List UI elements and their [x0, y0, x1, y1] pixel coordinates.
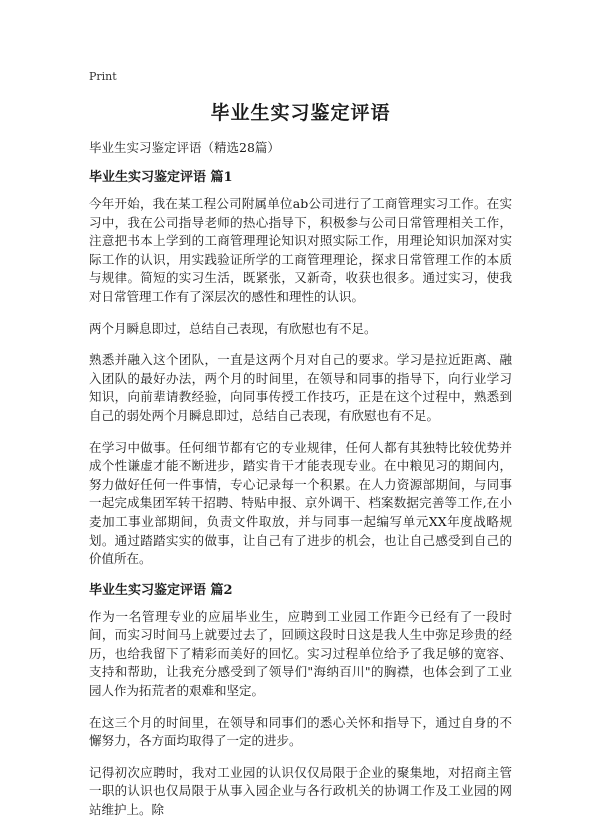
page-title: 毕业生实习鉴定评语 — [210, 102, 391, 124]
section-heading: 毕业生实习鉴定评语 篇1 — [89, 170, 233, 185]
paragraph: 记得初次应聘时，我对工业园的认识仅仅局限于企业的聚集地，对招商主管一职的认识也仅局限于从事入园企业与各行政机关的协调工作及工业园的网站维护上。除 — [89, 764, 512, 818]
document-subtitle: 毕业生实习鉴定评语（精选28篇） — [89, 140, 280, 155]
paragraph: 今年开始，我在某工程公司附属单位ab公司进行了工商管理实习工作。在实习中，我在公司指导老师的热心指导下，积极参与公司日常管理相关工作，注意把书本上学到的工商管理理论知识对照实际工作，用理论知识加深对实际工作的认识，用实践验证所学的工商管理理论，探求日常管理工作的本质与规律。简短的实习生活，既紧张，又新奇，收获也很多。通过实习，使我对日常管理工作有了深层次的感性和理性的认识。 — [89, 196, 512, 304]
paragraph: 两个月瞬息即过，总结自己表现，有欣慰也有不足。 — [89, 320, 377, 336]
paragraph: 作为一名管理专业的应届毕业生，应聘到工业园工作距今已经有了一段时间，而实习时间马上就要过去了，回顾这段时日这是我人生中弥足珍贵的经历，也给我留下了精彩而美好的回忆。实习过程单位给予了我足够的宽容、支持和帮助，让我充分感受到了领导们"海纳百川"的胸襟，也体会到了工业园人作为拓荒者的艰难和坚定。 — [89, 608, 512, 699]
paragraph: 在这三个月的时间里，在领导和同事们的悉心关怀和指导下，通过自身的不懈努力，各方面均取得了一定的进步。 — [89, 714, 512, 749]
paragraph: 在学习中做事。任何细节都有它的专业规律，任何人都有其独特比较优势并成个性谦虚才能不断进步，踏实肯干才能表现专业。在中粮见习的期间内，努力做好任何一件事情，专心记录每一个积累。在人力资源部期间，与同事一起完成集团军转干招聘、特贴申报、京外调干、档案数据完善等工作,在小麦加工事业部期间，负责文件取放，并与同事一起编写单元XX年度战略规划。通过踏踏实实的做事，让自己有了进步的机会，也让自己感受到自己的价值所在。 — [89, 439, 512, 567]
section-heading: 毕业生实习鉴定评语 篇2 — [89, 582, 233, 598]
paragraph: 熟悉并融入这个团队，一直是这两个月对自己的要求。学习是拉近距离、融入团队的最好办法，两个月的时间里，在领导和同事的指导下，向行业学习知识，向前辈请教经验，向同事传授工作技巧，正是在这个过程中，熟悉到自己的弱处两个月瞬息即过，总结自己表现，有欣慰也有不足。 — [89, 352, 512, 423]
print-link[interactable]: Print — [89, 70, 117, 83]
